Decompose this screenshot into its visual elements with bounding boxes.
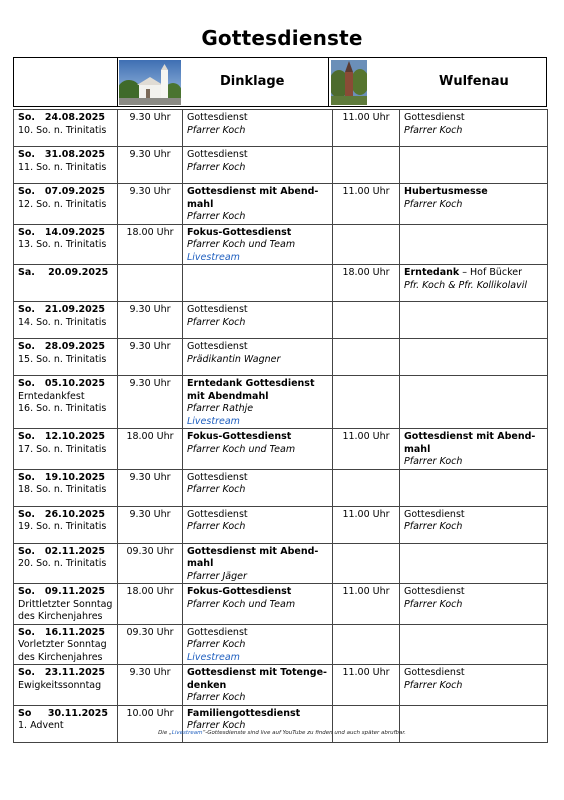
dinklage-time-cell: 9.30 Uhr bbox=[118, 302, 183, 339]
occasion-label: 20. So. n. Trinitatis bbox=[18, 558, 107, 569]
schedule-row bbox=[14, 184, 548, 225]
wulfenau-service-cell bbox=[400, 584, 548, 625]
occasion-label: des Kirchenjahres bbox=[18, 651, 103, 663]
occasion-label: 13. So. n. Trinitatis bbox=[18, 239, 107, 250]
dinklage-service-cell bbox=[183, 224, 333, 265]
wulfenau-church-image bbox=[329, 58, 396, 106]
schedule-row bbox=[14, 339, 548, 376]
dinklage-pastor: Pfarrer Koch bbox=[187, 161, 246, 173]
schedule-row bbox=[14, 224, 548, 265]
service-date: So. 23.11.2025 bbox=[18, 667, 105, 678]
date-cell bbox=[14, 110, 118, 147]
wulfenau-service-cell bbox=[400, 224, 548, 265]
wulfenau-service-cell bbox=[400, 147, 548, 184]
dinklage-service-title: Gottesdienst mit Abend-mahl bbox=[187, 186, 319, 210]
wulfenau-pastor: Pfr. Koch & Pfr. Kollikolavil bbox=[404, 279, 527, 291]
dinklage-pastor: Pfarrer Koch bbox=[187, 692, 246, 703]
date-cell bbox=[14, 265, 118, 302]
service-date: So. 09.11.2025 bbox=[18, 586, 105, 597]
date-cell bbox=[14, 624, 118, 665]
date-cell bbox=[14, 376, 118, 429]
wulfenau-service-title: Erntedank bbox=[404, 267, 460, 278]
dinklage-service-title: Gottesdienst bbox=[187, 508, 248, 520]
dinklage-time-cell: 9.30 Uhr bbox=[118, 376, 183, 429]
wulfenau-time-cell bbox=[333, 705, 400, 742]
dinklage-time-cell: 9.30 Uhr bbox=[118, 147, 183, 184]
wulfenau-church-picture bbox=[331, 60, 367, 105]
date-cell bbox=[14, 506, 118, 543]
wulfenau-header: Wulfenau bbox=[439, 74, 509, 89]
wulfenau-time-cell: 11.00 Uhr bbox=[333, 110, 400, 147]
service-date: So. 16.11.2025 bbox=[18, 626, 105, 638]
dinklage-pastor: Pfarrer Koch bbox=[187, 316, 246, 328]
dinklage-service-cell bbox=[183, 110, 333, 147]
date-cell bbox=[14, 469, 118, 506]
wulfenau-service-cell bbox=[400, 469, 548, 506]
dinklage-time-cell: 9.30 Uhr bbox=[118, 665, 183, 706]
wulfenau-service-cell bbox=[400, 184, 548, 225]
schedule-row bbox=[14, 469, 548, 506]
dinklage-service-title: Gottesdienst mit Abend-mahl bbox=[187, 545, 319, 569]
date-cell bbox=[14, 224, 118, 265]
dinklage-service-title: Gottesdienst bbox=[187, 341, 248, 352]
schedule-row bbox=[14, 506, 548, 543]
dinklage-pastor: Pfarrer Koch bbox=[187, 484, 246, 495]
schedule-body bbox=[14, 110, 548, 743]
dinklage-service-cell bbox=[183, 624, 333, 665]
schedule-row bbox=[14, 543, 548, 584]
schedule-row bbox=[14, 302, 548, 339]
wulfenau-time-cell: 11.00 Uhr bbox=[333, 584, 400, 625]
header-row bbox=[13, 57, 547, 107]
footnote-livestream: Livestream bbox=[171, 730, 203, 736]
wulfenau-service-line bbox=[404, 431, 543, 456]
service-date: So. 05.10.2025 bbox=[18, 378, 105, 389]
occasion-label: Drittletzter Sonntag bbox=[18, 598, 113, 610]
dinklage-church-image bbox=[118, 58, 183, 106]
wulfenau-pastor: Pfarrer Koch bbox=[404, 124, 463, 136]
dinklage-time-cell: 09.30 Uhr bbox=[118, 543, 183, 584]
schedule-table bbox=[13, 109, 548, 743]
wulfenau-service-title: Gottesdienst bbox=[404, 586, 465, 597]
occasion-label: 14. So. n. Trinitatis bbox=[18, 316, 107, 328]
schedule-row bbox=[14, 265, 548, 302]
header-empty-cell bbox=[14, 58, 118, 106]
livestream-link[interactable]: Livestream bbox=[187, 651, 240, 663]
occasion-label: des Kirchenjahres bbox=[18, 611, 103, 622]
dinklage-service-title: Gottesdienst bbox=[187, 471, 248, 483]
dinklage-service-cell bbox=[183, 147, 333, 184]
schedule-row bbox=[14, 147, 548, 184]
wulfenau-time-cell bbox=[333, 224, 400, 265]
dinklage-service-title: Gottesdienst bbox=[187, 112, 248, 123]
schedule-row bbox=[14, 110, 548, 147]
dinklage-time-cell: 18.00 Uhr bbox=[118, 584, 183, 625]
wulfenau-service-line bbox=[404, 267, 543, 280]
livestream-link[interactable]: Livestream bbox=[187, 251, 240, 263]
service-date: Sa. 20.09.2025 bbox=[18, 267, 109, 278]
wulfenau-pastor: Pfarrer Koch bbox=[404, 456, 463, 467]
dinklage-service-title: Fokus-Gottesdienst bbox=[187, 586, 292, 597]
wulfenau-service-cell bbox=[400, 110, 548, 147]
footnote bbox=[0, 730, 564, 736]
dinklage-time-cell: 9.30 Uhr bbox=[118, 506, 183, 543]
dinklage-pastor: Pfarrer Rathje bbox=[187, 403, 254, 414]
dinklage-header: Dinklage bbox=[220, 74, 285, 89]
dinklage-time-cell: 9.30 Uhr bbox=[118, 110, 183, 147]
page-title: Gottesdienste bbox=[201, 26, 363, 50]
wulfenau-service-line bbox=[404, 667, 543, 680]
occasion-label: 18. So. n. Trinitatis bbox=[18, 484, 107, 495]
dinklage-pastor: Pfarrer Koch bbox=[187, 639, 246, 650]
wulfenau-service-location: – Hof Bücker bbox=[459, 267, 523, 278]
dinklage-pastor: Prädikantin Wagner bbox=[187, 353, 281, 365]
wulfenau-time-cell: 11.00 Uhr bbox=[333, 506, 400, 543]
service-date: So. 02.11.2025 bbox=[18, 545, 105, 557]
occasion-label: 19. So. n. Trinitatis bbox=[18, 521, 107, 532]
occasion-label: 16. So. n. Trinitatis bbox=[18, 403, 107, 414]
footnote-post: “-Gottesdienste sind live auf YouTube zu finden und auch später abrufbar. bbox=[202, 730, 406, 736]
service-date: So. 21.09.2025 bbox=[18, 304, 105, 315]
wulfenau-time-cell: 18.00 Uhr bbox=[333, 265, 400, 302]
dinklage-time-cell: 09.30 Uhr bbox=[118, 624, 183, 665]
schedule-row bbox=[14, 584, 548, 625]
occasion-label: 12. So. n. Trinitatis bbox=[18, 198, 107, 210]
wulfenau-service-cell bbox=[400, 265, 548, 302]
dinklage-service-title: Erntedank Gottesdienst mit Abendmahl bbox=[187, 378, 315, 402]
dinklage-time-cell bbox=[118, 265, 183, 302]
service-date: So. 28.09.2025 bbox=[18, 341, 105, 352]
service-date: So. 26.10.2025 bbox=[18, 508, 105, 520]
wulfenau-service-line bbox=[404, 586, 543, 599]
wulfenau-service-cell bbox=[400, 376, 548, 429]
dinklage-service-title: Fokus-Gottesdienst bbox=[187, 431, 292, 442]
dinklage-time-cell: 9.30 Uhr bbox=[118, 184, 183, 225]
wulfenau-pastor: Pfarrer Koch bbox=[404, 679, 463, 691]
dinklage-service-cell bbox=[183, 705, 333, 742]
wulfenau-time-cell bbox=[333, 147, 400, 184]
wulfenau-service-title: Gottesdienst bbox=[404, 112, 465, 123]
occasion-label: Ewigkeitssonntag bbox=[18, 679, 102, 691]
date-cell bbox=[14, 184, 118, 225]
dinklage-header-cell bbox=[183, 58, 329, 106]
dinklage-service-title: Gottesdienst bbox=[187, 149, 248, 160]
dinklage-service-title: Gottesdienst mit Totenge-denken bbox=[187, 667, 327, 691]
livestream-link[interactable]: Livestream bbox=[187, 415, 240, 427]
wulfenau-service-line bbox=[404, 186, 543, 199]
wulfenau-header-cell bbox=[396, 58, 546, 106]
occasion-label: 1. Advent bbox=[18, 720, 64, 731]
date-cell bbox=[14, 147, 118, 184]
service-date: So. 14.09.2025 bbox=[18, 226, 105, 238]
dinklage-service-cell bbox=[183, 376, 333, 429]
schedule-row bbox=[14, 429, 548, 470]
dinklage-service-cell bbox=[183, 429, 333, 470]
wulfenau-service-title: Gottesdienst bbox=[404, 508, 465, 520]
wulfenau-service-line bbox=[404, 112, 543, 125]
footnote-pre: Die „ bbox=[158, 730, 172, 736]
dinklage-time-cell: 9.30 Uhr bbox=[118, 339, 183, 376]
wulfenau-service-cell bbox=[400, 339, 548, 376]
occasion-label: 17. So. n. Trinitatis bbox=[18, 443, 107, 455]
date-cell bbox=[14, 705, 118, 742]
dinklage-service-title: Familiengottesdienst bbox=[187, 707, 301, 719]
wulfenau-service-line bbox=[404, 509, 543, 522]
date-cell bbox=[14, 429, 118, 470]
service-date: So. 12.10.2025 bbox=[18, 431, 105, 442]
wulfenau-time-cell: 11.00 Uhr bbox=[333, 429, 400, 470]
dinklage-service-cell bbox=[183, 543, 333, 584]
date-cell bbox=[14, 543, 118, 584]
dinklage-service-cell bbox=[183, 469, 333, 506]
dinklage-church-picture bbox=[119, 60, 181, 105]
schedule-row bbox=[14, 705, 548, 742]
occasion-label: Erntedankfest bbox=[18, 390, 85, 402]
dinklage-service-cell bbox=[183, 665, 333, 706]
wulfenau-pastor: Pfarrer Koch bbox=[404, 598, 463, 610]
wulfenau-service-cell bbox=[400, 705, 548, 742]
wulfenau-service-cell bbox=[400, 665, 548, 706]
wulfenau-pastor: Pfarrer Koch bbox=[404, 198, 463, 210]
dinklage-pastor: Pfarrer Jäger bbox=[187, 570, 247, 582]
dinklage-time-cell: 18.00 Uhr bbox=[118, 224, 183, 265]
wulfenau-time-cell bbox=[333, 302, 400, 339]
wulfenau-time-cell bbox=[333, 543, 400, 584]
date-cell bbox=[14, 302, 118, 339]
occasion-label: 11. So. n. Trinitatis bbox=[18, 161, 107, 173]
date-cell bbox=[14, 339, 118, 376]
service-date: So 30.11.2025 bbox=[18, 707, 109, 719]
dinklage-pastor: Pfarrer Koch und Team bbox=[187, 598, 296, 610]
schedule-row bbox=[14, 665, 548, 706]
dinklage-service-cell bbox=[183, 184, 333, 225]
wulfenau-service-cell bbox=[400, 506, 548, 543]
wulfenau-service-cell bbox=[400, 429, 548, 470]
wulfenau-time-cell: 11.00 Uhr bbox=[333, 665, 400, 706]
dinklage-pastor: Pfarrer Koch und Team bbox=[187, 443, 296, 455]
occasion-label: 10. So. n. Trinitatis bbox=[18, 124, 107, 136]
dinklage-time-cell: 10.00 Uhr bbox=[118, 705, 183, 742]
dinklage-time-cell: 18.00 Uhr bbox=[118, 429, 183, 470]
dinklage-pastor: Pfarrer Koch und Team bbox=[187, 239, 296, 250]
dinklage-pastor: Pfarrer Koch bbox=[187, 720, 246, 731]
dinklage-service-cell bbox=[183, 265, 333, 302]
wulfenau-time-cell bbox=[333, 339, 400, 376]
schedule-row bbox=[14, 624, 548, 665]
dinklage-service-title: Gottesdienst bbox=[187, 626, 248, 638]
dinklage-service-cell bbox=[183, 584, 333, 625]
wulfenau-time-cell bbox=[333, 624, 400, 665]
occasion-label: Vorletzter Sonntag bbox=[18, 639, 107, 650]
wulfenau-service-cell bbox=[400, 302, 548, 339]
dinklage-service-cell bbox=[183, 302, 333, 339]
dinklage-service-cell bbox=[183, 339, 333, 376]
date-cell bbox=[14, 584, 118, 625]
service-date: So. 19.10.2025 bbox=[18, 471, 105, 483]
wulfenau-service-title: Gottesdienst mit Abend-mahl bbox=[404, 431, 536, 455]
dinklage-service-title: Fokus-Gottesdienst bbox=[187, 226, 292, 238]
dinklage-pastor: Pfarrer Koch bbox=[187, 521, 246, 532]
dinklage-pastor: Pfarrer Koch bbox=[187, 211, 246, 222]
wulfenau-service-cell bbox=[400, 543, 548, 584]
wulfenau-service-cell bbox=[400, 624, 548, 665]
service-date: So. 31.08.2025 bbox=[18, 149, 105, 160]
dinklage-service-cell bbox=[183, 506, 333, 543]
schedule-row bbox=[14, 376, 548, 429]
wulfenau-time-cell: 11.00 Uhr bbox=[333, 184, 400, 225]
wulfenau-service-title: Gottesdienst bbox=[404, 667, 465, 678]
dinklage-service-title: Gottesdienst bbox=[187, 304, 248, 315]
service-date: So. 07.09.2025 bbox=[18, 186, 105, 197]
wulfenau-time-cell bbox=[333, 376, 400, 429]
date-cell bbox=[14, 665, 118, 706]
dinklage-time-cell: 9.30 Uhr bbox=[118, 469, 183, 506]
wulfenau-service-title: Hubertusmesse bbox=[404, 186, 488, 197]
wulfenau-pastor: Pfarrer Koch bbox=[404, 521, 463, 532]
service-date: So. 24.08.2025 bbox=[18, 112, 105, 123]
dinklage-pastor: Pfarrer Koch bbox=[187, 124, 246, 136]
wulfenau-time-cell bbox=[333, 469, 400, 506]
occasion-label: 15. So. n. Trinitatis bbox=[18, 353, 107, 365]
